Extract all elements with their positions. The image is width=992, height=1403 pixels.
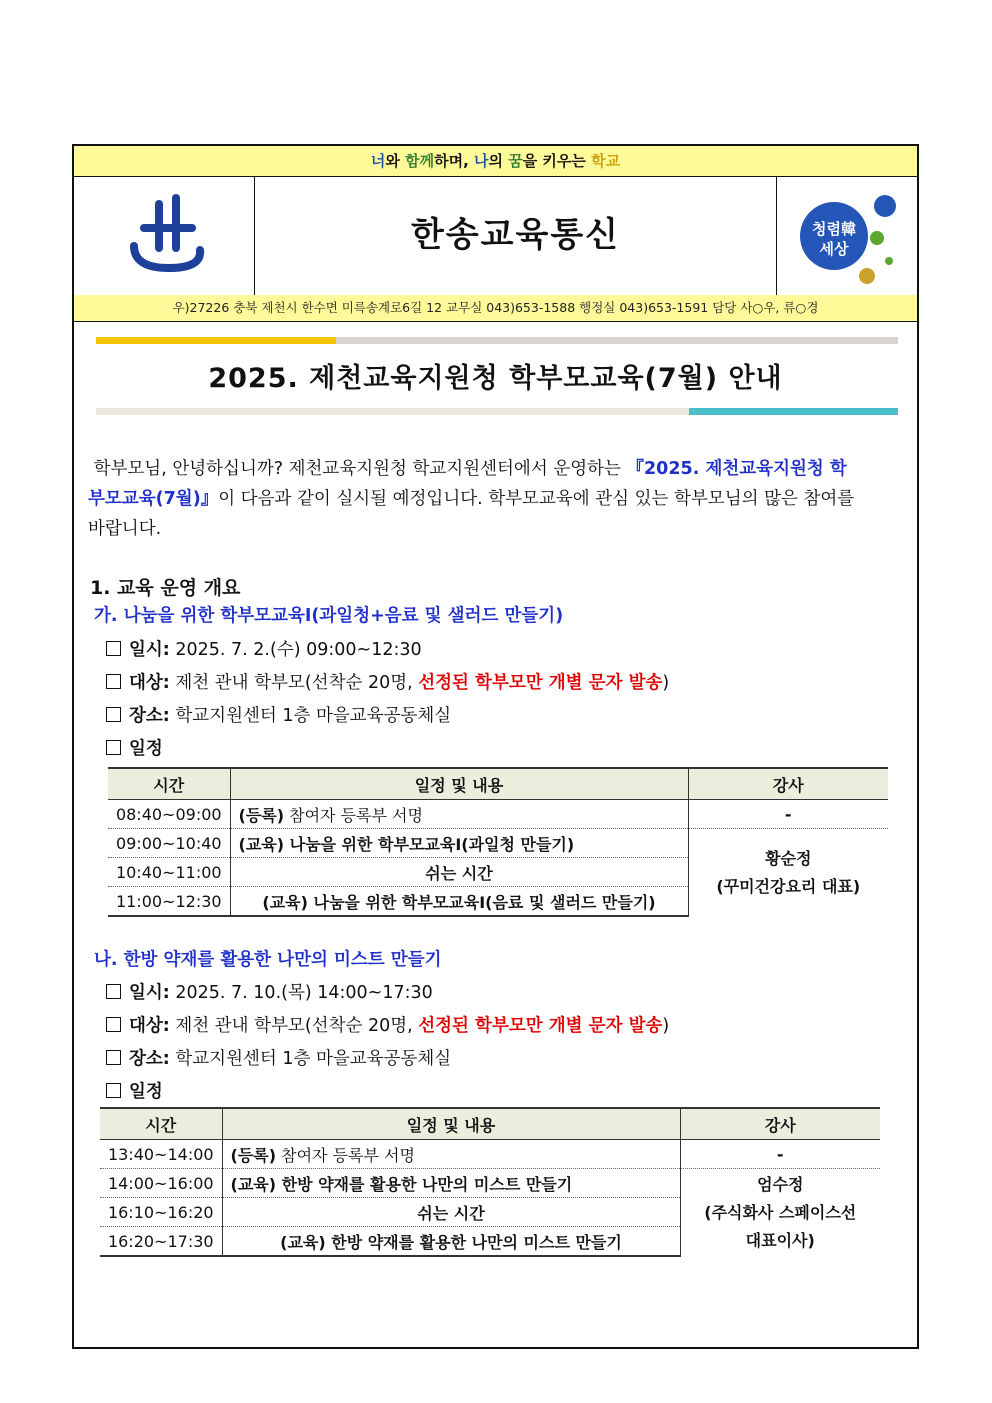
time-cell: 14:00~16:00 [100,1169,222,1198]
intro-text: 이 다음과 같이 실시될 예정입니다. 학부모교육에 관심 있는 학부모님의 많은 참여를 바랍니다. [88,489,855,539]
newsletter-title: 한송교육통신 [410,215,621,255]
program-b-schedule-table [100,1107,880,1257]
program-b-date: 일시: 2025. 7. 10.(목) 14:00~17:30 [106,979,433,1004]
school-logo [74,176,255,295]
program-b-target: 대상: 제천 관내 학부모(선착순 20명, 선정된 학부모만 개별 문자 발송) [106,1012,669,1037]
integrity-emblem-icon [777,176,917,295]
title-bottom-bar-accent [689,408,898,415]
table-row [108,800,888,829]
program-b-schedule-label: 일정 [106,1078,163,1103]
column-header: 시간 [100,1108,222,1140]
content-cell: (교육) 나눔을 위한 학부모교육Ⅰ(음료 및 샐러드 만들기) [230,887,688,917]
svg-text:세상: 세상 [819,240,849,258]
content-cell: (교육) 한방 약재를 활용한 나만의 미스트 만들기 [222,1169,680,1198]
slogan-part: 학교 [591,152,621,170]
intro-highlight: 『2025. 제천교육지원청 학부모교육(7월)』 [88,459,847,509]
checkbox-icon [106,674,121,689]
table-row [100,1169,880,1198]
instructor-cell: 엄수정 (주식화사 스페이스선 대표이사) [680,1169,880,1257]
program-a-schedule-label: 일정 [106,735,163,760]
slogan-part: 나 [474,152,489,170]
instructor-cell: 황순정 (꾸미건강요리 대표) [688,829,888,917]
instructor-cell: - [688,800,888,829]
column-header: 강사 [688,768,888,800]
table-row [100,1140,880,1169]
title-top-bar [336,337,898,344]
slogan-part: 와 [385,152,406,170]
checkbox-icon [106,984,121,999]
instructor-cell: - [680,1140,880,1169]
program-a-date: 일시: 2025. 7. 2.(수) 09:00~12:30 [106,636,422,661]
time-cell: 16:20~17:30 [100,1227,222,1257]
content-cell: (교육) 한방 약재를 활용한 나만의 미스트 만들기 [222,1227,680,1257]
program-b-place: 장소: 학교지원센터 1층 마을교육공동체실 [106,1045,451,1070]
time-cell: 09:00~10:40 [108,829,230,858]
table-header-row [108,768,888,800]
table-row [108,829,888,858]
slogan-part: 하며, [434,152,474,170]
content-cell: (교육) 나눔을 위한 학부모교육Ⅰ(과일청 만들기) [230,829,688,858]
checkbox-icon [106,1083,121,1098]
column-header: 시간 [108,768,230,800]
slogan-part: 을 키우는 [522,152,592,170]
slogan-part: 함께 [405,152,435,170]
column-header: 강사 [680,1108,880,1140]
content-cell: 쉬는 시간 [230,858,688,887]
section-heading: 1. 교육 운영 개요 [90,577,241,599]
slogan-part: 꿈 [508,152,523,170]
title-top-bar-accent [96,337,336,344]
column-header: 일정 및 내용 [222,1108,680,1140]
time-cell: 13:40~14:00 [100,1140,222,1169]
checkbox-icon [106,740,121,755]
school-slogan [74,146,917,177]
svg-text:청렴韓: 청렴韓 [812,220,856,238]
program-b-title: 나. 한방 약재를 활용한 나만의 미스트 만들기 [94,950,442,970]
program-a-title: 가. 나눔을 위한 학부모교육Ⅰ(과일청+음료 및 샐러드 만들기) [94,606,564,626]
school-address: 우)27226 충북 제천시 한수면 미륵송계로6길 12 교무실 043)653-1588 행정실 043)653-1591 담당 사○우, 류○경 [74,295,917,322]
content-cell: 쉬는 시간 [222,1198,680,1227]
program-a-target: 대상: 제천 관내 학부모(선착순 20명, 선정된 학부모만 개별 문자 발송) [106,669,669,694]
checkbox-icon [106,707,121,722]
checkbox-icon [106,1050,121,1065]
checkbox-icon [106,1017,121,1032]
time-cell: 16:10~16:20 [100,1198,222,1227]
intro-paragraph [88,454,858,544]
slogan-part: 너 [370,152,386,170]
newsletter-frame [72,144,919,1349]
checkbox-icon [106,641,121,656]
time-cell: 10:40~11:00 [108,858,230,887]
integrity-emblem [776,176,917,295]
column-header: 일정 및 내용 [230,768,688,800]
table-header-row [100,1108,880,1140]
intro-text: 학부모님, 안녕하십니까? 제천교육지원청 학교지원센터에서 운영하는 [93,459,627,479]
document-title: 2025. 제천교육지원청 학부모교육(7월) 안내 [208,363,783,394]
time-cell: 08:40~09:00 [108,800,230,829]
time-cell: 11:00~12:30 [108,887,230,917]
slogan-part: 의 [488,152,509,170]
newsletter-header [74,176,917,296]
content-cell: (등록) 참여자 등록부 서명 [230,800,688,829]
content-cell: (등록) 참여자 등록부 서명 [222,1140,680,1169]
title-bottom-bar [96,408,689,415]
program-a-place: 장소: 학교지원센터 1층 마을교육공동체실 [106,702,451,727]
school-logo-icon [74,176,254,295]
program-a-schedule-table [108,767,888,917]
